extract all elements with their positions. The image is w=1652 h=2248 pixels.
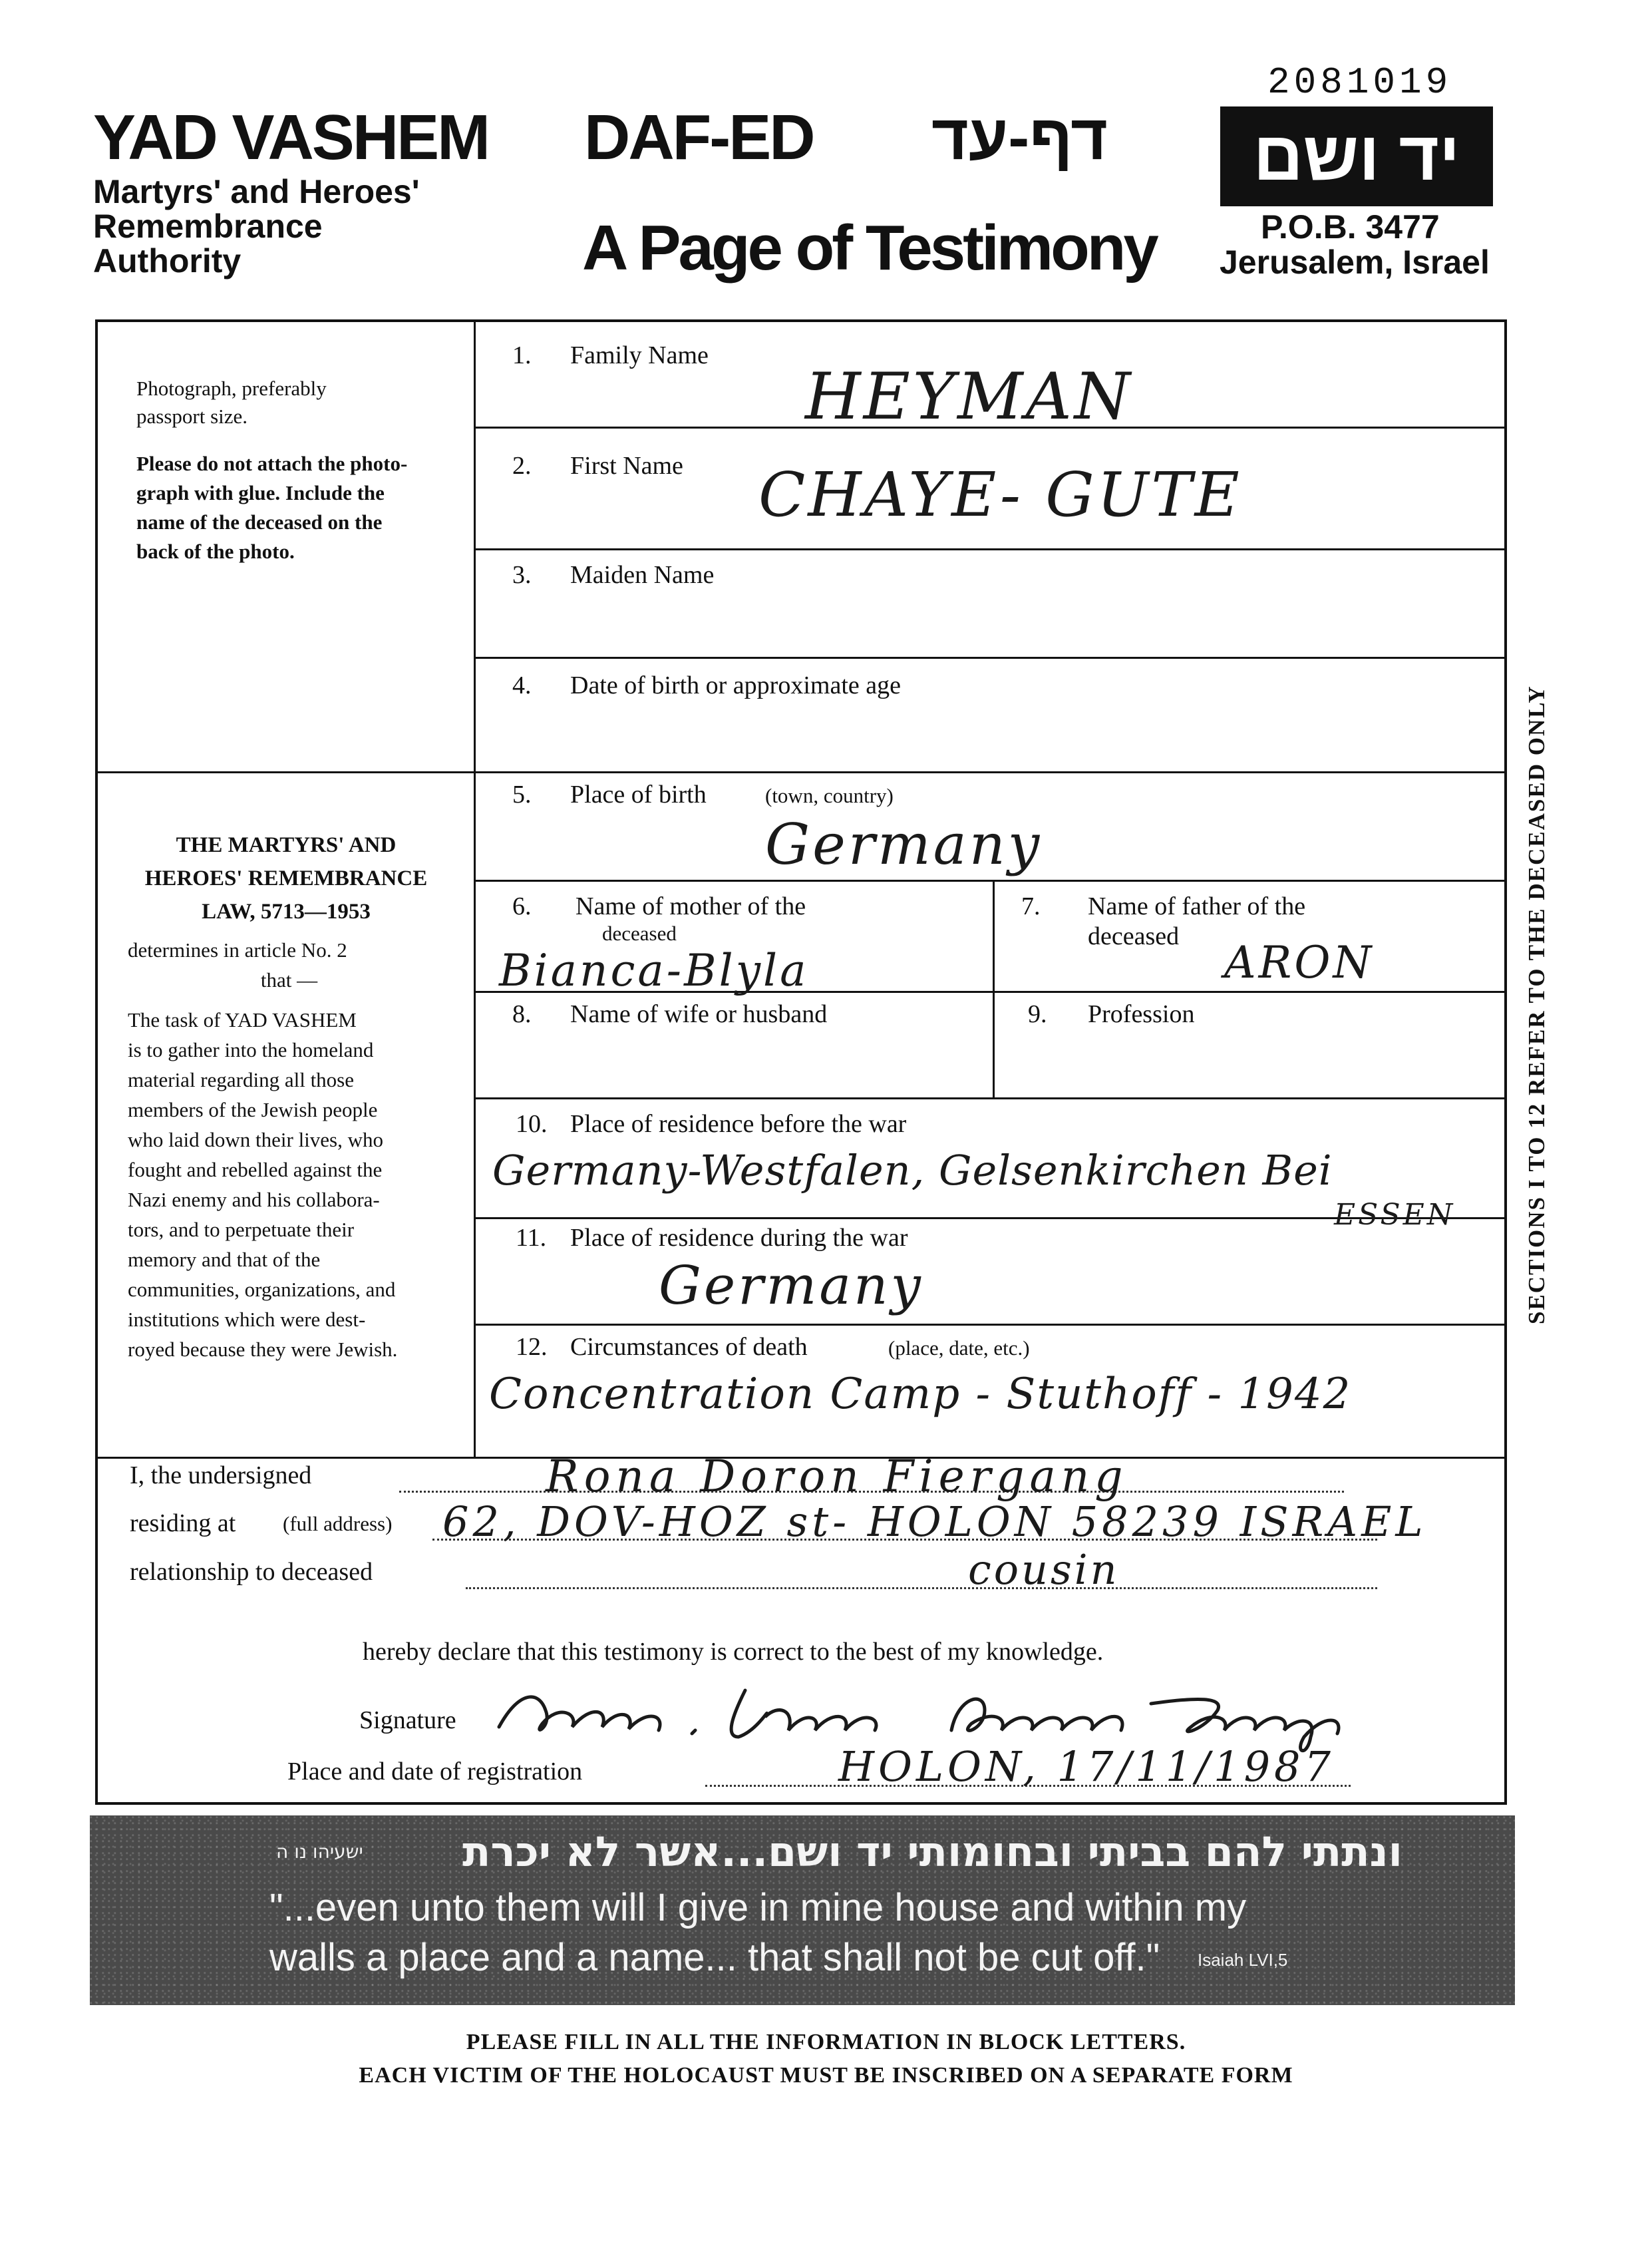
row-line [474, 880, 1505, 882]
footer-instruction: EACH VICTIM OF THE HOLOCAUST MUST BE INSCRIBED ON A SEPARATE FORM [359, 2063, 1293, 2088]
footer-instruction: PLEASE FILL IN ALL THE INFORMATION IN BLOCK LETTERS. [466, 2030, 1186, 2054]
date-of-birth-label: Date of birth or approximate age [570, 671, 901, 699]
registration-field[interactable]: HOLON, 17/11/1987 [838, 1742, 1335, 1791]
field-number: 8. [512, 1000, 532, 1028]
left-panel-divider [98, 771, 474, 773]
first-name-label: First Name [570, 452, 683, 480]
photo-instruction: passport size. [136, 405, 248, 428]
organization-subtitle-line: Authority [93, 242, 242, 280]
field-number: 6. [512, 892, 532, 920]
field-number: 1. [512, 341, 532, 369]
circumstances-of-death-hint: (place, date, etc.) [888, 1336, 1030, 1360]
quote-reference: Isaiah LVI,5 [1198, 1950, 1288, 1970]
residence-before-war-city: ESSEN [1334, 1198, 1456, 1232]
mother-name-label: deceased [602, 922, 677, 945]
residence-before-war-field[interactable]: Germany-Westfalen, Gelsenkirchen Bei [492, 1146, 1333, 1195]
registration-label: Place and date of registration [287, 1758, 583, 1785]
law-intro: determines in article No. 2 that — [128, 938, 347, 992]
undersigned-field[interactable]: Rona Doron Fiergang [546, 1451, 1128, 1502]
father-name-label: Name of father of the [1088, 892, 1306, 920]
address-label: residing at [130, 1509, 236, 1537]
place-of-birth-field[interactable]: Germany [765, 812, 1043, 877]
field-number: 7. [1021, 892, 1041, 920]
address-field[interactable]: 62, DOV-HOZ st- HOLON 58239 ISRAEL [442, 1497, 1427, 1546]
law-body: The task of YAD VASHEM is to gather into the homeland material regarding all those members of the Jewish people who laid down their lives, who fought and rebelled against the Nazi enemy and his collabora- tors, and to perpetuate their memory and that of the communities, organizations, and institutions which were dest- royed because they were Jewish. [128, 1008, 398, 1361]
row-line [474, 548, 1505, 550]
law-heading: THE MARTYRS' AND HEROES' REMEMBRANCE LAW, 5713—1953 [144, 833, 428, 924]
circumstances-of-death-field[interactable]: Concentration Camp - Stuthoff - 1942 [489, 1370, 1352, 1419]
place-of-birth-hint: (town, country) [765, 784, 894, 807]
yad-vashem-logo: יד ושם [1220, 106, 1493, 206]
field-number: 11. [516, 1224, 547, 1252]
organization-name: YAD VASHEM [93, 102, 489, 173]
row-line [474, 1324, 1505, 1326]
hebrew-form-name: דף-עד [931, 102, 1108, 173]
field-number: 10. [516, 1110, 548, 1138]
field-number: 5. [512, 781, 532, 809]
undersigned-label: I, the undersigned [130, 1461, 312, 1489]
quote-hebrew-reference: ישעיהו נו ה [276, 1841, 363, 1863]
city-country: Jerusalem, Israel [1220, 244, 1490, 281]
father-name-field[interactable]: ARON [1224, 937, 1375, 988]
first-name-field[interactable]: CHAYE- GUTE [758, 459, 1242, 530]
field-number: 9. [1028, 1000, 1047, 1028]
organization-subtitle-line: Remembrance [93, 208, 323, 245]
declaration-text: hereby declare that this testimony is correct to the best of my knowledge. [363, 1638, 1104, 1666]
side-note [1524, 526, 1564, 1324]
mother-name-field[interactable]: Bianca-Blyla [499, 945, 809, 996]
residence-during-war-field[interactable]: Germany [659, 1254, 923, 1316]
field-number: 12. [516, 1333, 548, 1361]
form-name: DAF-ED [584, 102, 814, 173]
quote-banner [90, 1815, 1515, 2005]
spouse-name-label: Name of wife or husband [570, 1000, 828, 1028]
mother-name-label: Name of mother of the [576, 892, 806, 920]
field-number: 4. [512, 671, 532, 699]
residence-during-war-label: Place of residence during the war [570, 1224, 908, 1252]
photo-instruction: Photograph, preferably [136, 377, 327, 400]
father-name-label: deceased [1088, 922, 1180, 950]
circumstances-of-death-label: Circumstances of death [570, 1333, 808, 1361]
address-hint: (full address) [283, 1512, 393, 1535]
field-number: 3. [512, 561, 532, 589]
quote-english-line: walls a place and a name... that shall not be cut off." [269, 1936, 1160, 1979]
family-name-label: Family Name [570, 341, 709, 369]
maiden-name-label: Maiden Name [570, 561, 715, 589]
page-title: A Page of Testimony [582, 212, 1156, 283]
photo-glue-instruction: Please do not attach the photo- graph with glue. Include the name of the deceased on the back of the photo. [136, 452, 408, 563]
quote-hebrew: ונתתי להם בביתי ובחומותי יד ושם...אשר לא יכרת [462, 1827, 1403, 1876]
row-line [474, 771, 1505, 773]
relationship-label: relationship to deceased [130, 1558, 373, 1586]
column-divider [474, 322, 476, 1457]
row-line [474, 1097, 1505, 1099]
place-of-birth-label: Place of birth [570, 781, 707, 809]
document-number: 2081019 [1267, 61, 1452, 104]
quote-english-line: "...even unto them will I give in mine house and within my [269, 1886, 1247, 1929]
side-note-text: SECTIONS I TO 12 REFER TO THE DECEASED ONLY [1524, 685, 1550, 1324]
column-divider [993, 880, 995, 1097]
family-name-field[interactable]: HEYMAN [805, 359, 1133, 434]
row-line [474, 657, 1505, 659]
residence-before-war-label: Place of residence before the war [570, 1110, 907, 1138]
postal-box: P.O.B. 3477 [1261, 208, 1440, 246]
field-number: 2. [512, 452, 532, 480]
organization-subtitle-line: Martyrs' and Heroes' [93, 173, 420, 210]
relationship-field[interactable]: cousin [968, 1545, 1120, 1594]
relationship-line [466, 1587, 1377, 1589]
profession-label: Profession [1088, 1000, 1195, 1028]
signature-label: Signature [359, 1706, 456, 1734]
